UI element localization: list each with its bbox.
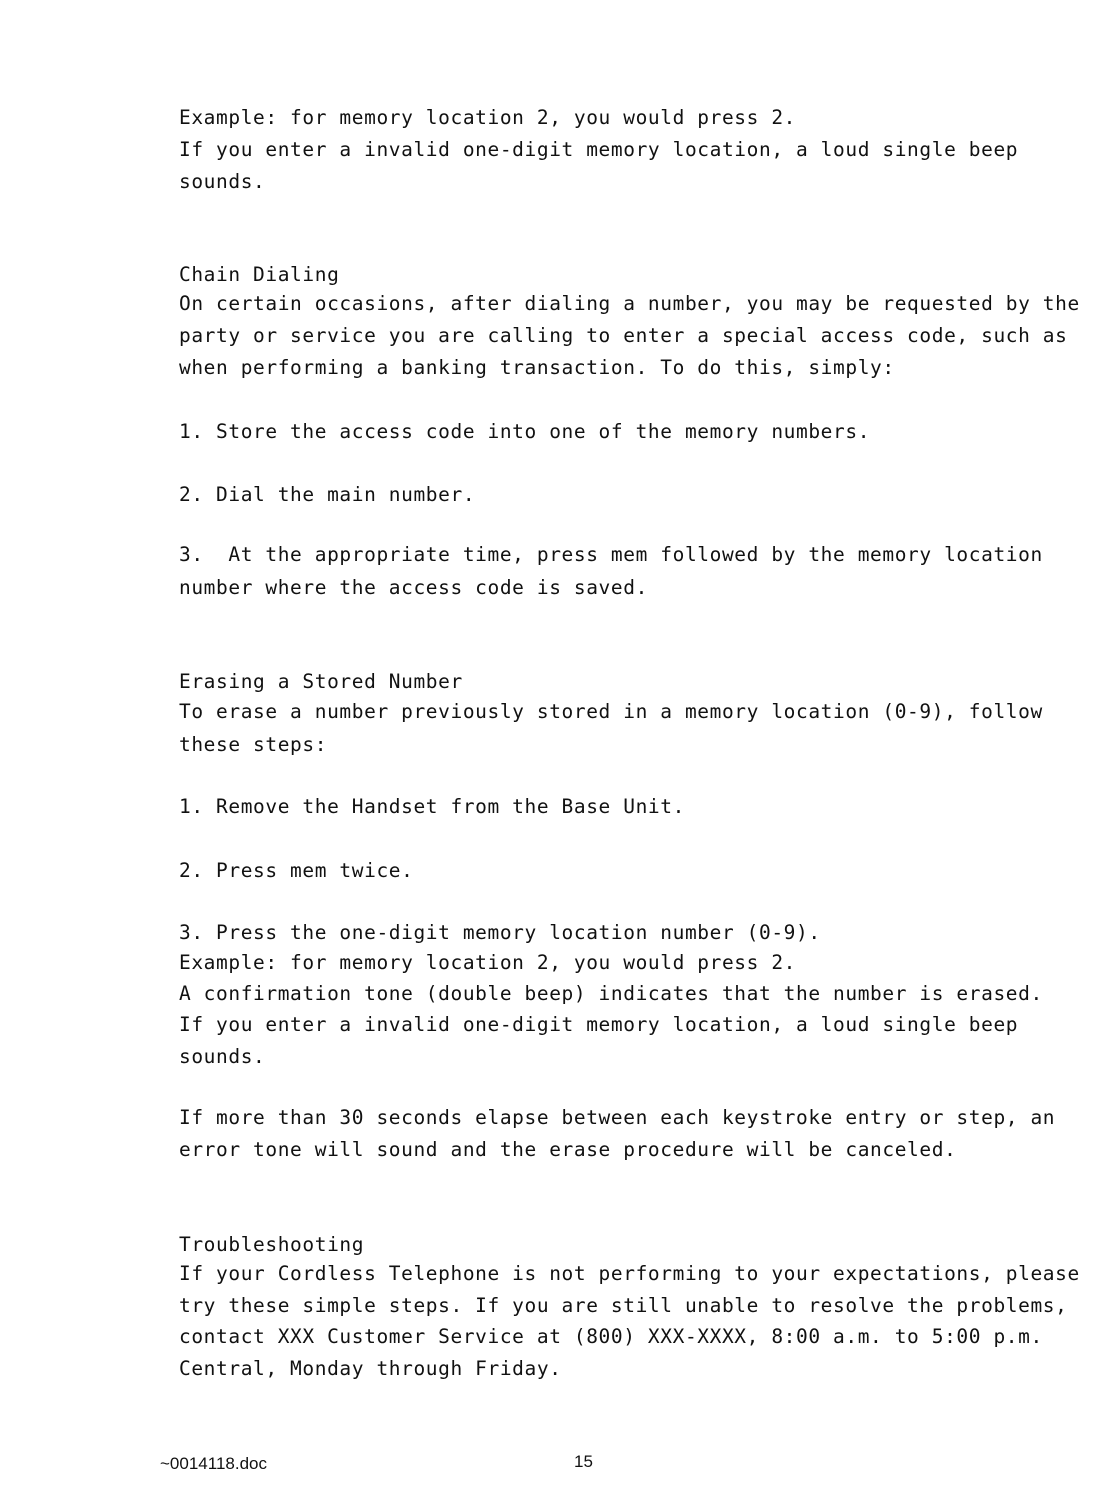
text-line: these steps:: [179, 733, 328, 756]
section-heading: Erasing a Stored Number: [179, 670, 463, 693]
text-line: sounds.: [179, 1045, 266, 1068]
list-item: 2. Dial the main number.: [179, 483, 476, 506]
text-line: If your Cordless Telephone is not performing to your expectations, please: [179, 1262, 1080, 1285]
list-item: 3. At the appropriate time, press mem followed by the memory location: [179, 543, 1043, 566]
text-line: contact XXX Customer Service at (800) XXX-XXXX, 8:00 a.m. to 5:00 p.m.: [179, 1325, 1043, 1348]
list-item: 2. Press mem twice.: [179, 859, 414, 882]
section-heading: Troubleshooting: [179, 1233, 365, 1256]
list-item: 1. Remove the Handset from the Base Unit.: [179, 795, 685, 818]
text-line: If more than 30 seconds elapse between each keystroke entry or step, an: [179, 1106, 1056, 1129]
list-item: 1. Store the access code into one of the memory numbers.: [179, 420, 871, 443]
section-heading: Chain Dialing: [179, 263, 340, 286]
text-line: To erase a number previously stored in a memory location (0-9), follow: [179, 700, 1043, 723]
text-line: when performing a banking transaction. To do this, simply:: [179, 356, 895, 379]
text-line: number where the access code is saved.: [179, 576, 648, 599]
text-line: try these simple steps. If you are still unable to resolve the problems,: [179, 1294, 1068, 1317]
list-item: 3. Press the one-digit memory location number (0-9).: [179, 921, 821, 944]
text-line: error tone will sound and the erase procedure will be canceled.: [179, 1138, 957, 1161]
text-line: Example: for memory location 2, you would press 2.: [179, 951, 796, 974]
text-line: If you enter a invalid one-digit memory location, a loud single beep: [179, 138, 1019, 161]
text-line: A confirmation tone (double beep) indicates that the number is erased.: [179, 982, 1043, 1005]
text-line: If you enter a invalid one-digit memory location, a loud single beep: [179, 1013, 1019, 1036]
text-line: sounds.: [179, 170, 266, 193]
text-line: On certain occasions, after dialing a number, you may be requested by the: [179, 292, 1080, 315]
text-line: Example: for memory location 2, you would press 2.: [179, 106, 796, 129]
text-line: party or service you are calling to enter a special access code, such as: [179, 324, 1068, 347]
footer-filename: ~0014118.doc: [160, 1454, 267, 1473]
page-number: 15: [574, 1452, 593, 1471]
text-line: Central, Monday through Friday.: [179, 1357, 562, 1380]
